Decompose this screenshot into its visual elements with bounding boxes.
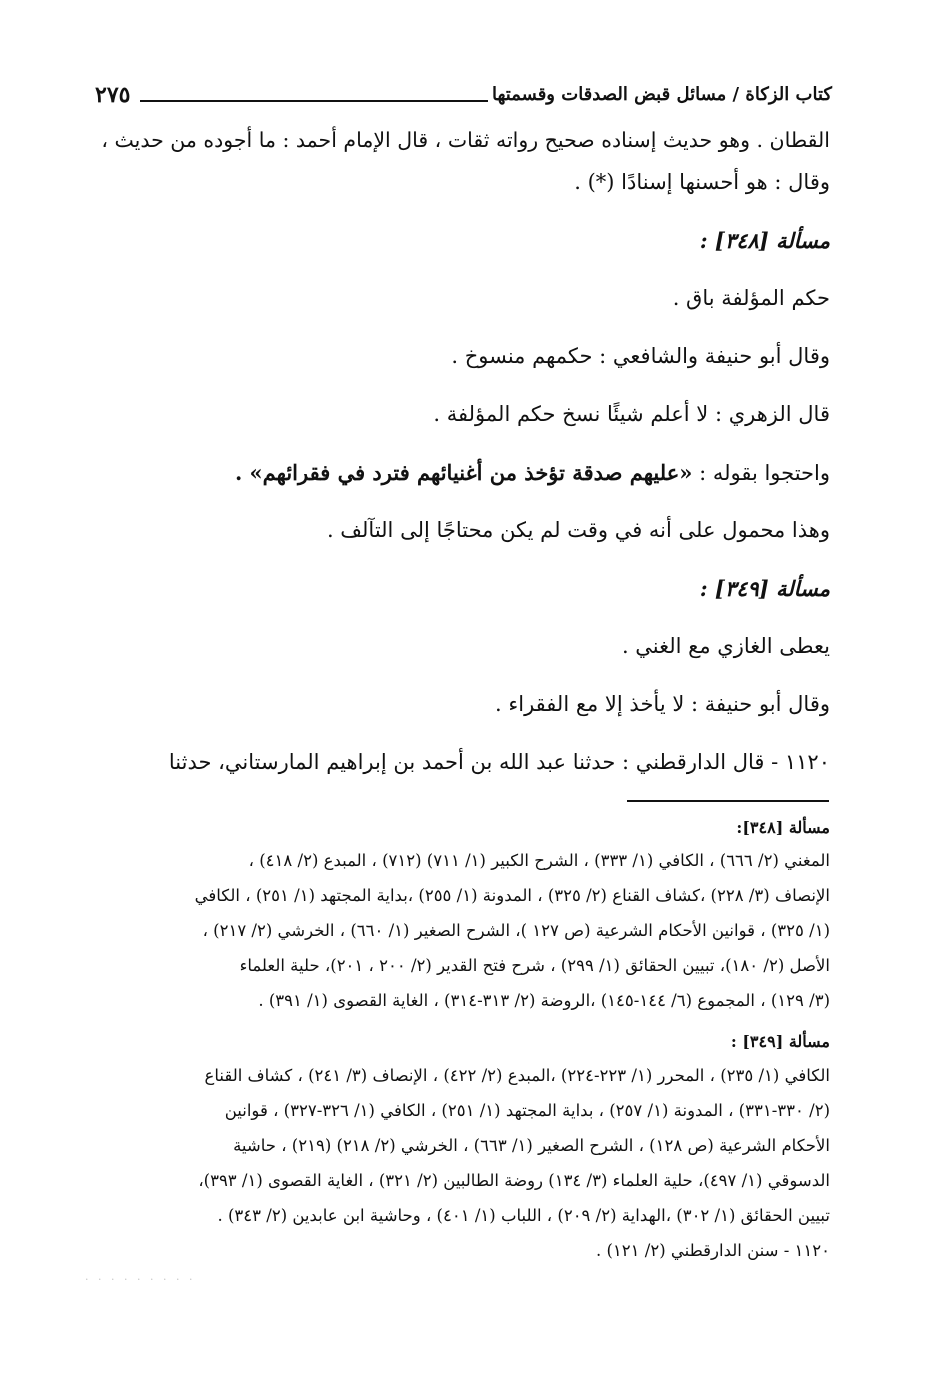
- page-number: ٢٧٥: [95, 82, 131, 108]
- issue-349-paragraph-1: يعطى الغازي مع الغني .: [621, 634, 830, 658]
- footnote-349-line-2: (٢/ ٣٣٠-٣٣١) ، المدونة (١/ ٢٥٧) ، بداية المجتهد (١/ ٢٥١) ، الكافي (١/ ٣٢٦-٣٢٧) ، قوانين: [224, 1101, 830, 1120]
- footnote-348-line-2: الإنصاف (٣/ ٢٢٨) ،كشاف القناع (٢/ ٣٢٥) ، المدونة (١/ ٢٥٥) ،بداية المجتهد (١/ ٢٥١) ، الكافي: [194, 886, 830, 905]
- issue-349-heading: مسألة [٣٤٩] :: [699, 576, 830, 601]
- footnote-348-line-5: (٣/ ١٢٩) ، المجموع (٦/ ١٤٤-١٤٥) ،الروضة (٢/ ٣١٣-٣١٤) ، الغاية القصوى (١/ ٣٩١) .: [258, 991, 830, 1010]
- footnote-separator: [627, 800, 829, 802]
- running-header-title: كتاب الزكاة / مسائل قبض الصدقات وقسمتها: [492, 84, 832, 105]
- footnote-348-line-1: المغني (٢/ ٦٦٦) ، الكافي (١/ ٣٣٣) ، الشرح الكبير (١/ ٧١١) (٧١٢) ، المبدع (٢/ ٤١٨) ،: [248, 851, 830, 870]
- issue-348-heading: مسألة [٣٤٨] :: [699, 228, 830, 253]
- footnote-349-line-3: الأحكام الشرعية (ص ١٢٨) ، الشرح الصغير (١/ ٦٦٣) ، الخرشي (٢/ ٢١٨) (٢١٩) ، حاشية: [233, 1136, 830, 1155]
- issue-348-paragraph-5: وهذا محمول على أنه في وقت لم يكن محتاجًا إلى التآلف .: [326, 518, 830, 542]
- scan-noise: · · · · · · · · ·: [85, 1273, 196, 1286]
- footnote-348-heading: مسألة [٣٤٨]:: [736, 818, 830, 837]
- issue-348-paragraph-4: [235, 460, 830, 485]
- footnote-1120: ١١٢٠ - سنن الدارقطني (٢/ ١٢١) .: [595, 1241, 830, 1260]
- footnote-349-line-4: الدسوقي (١/ ٤٩٧)، حلية العلماء (٣/ ١٣٤) روضة الطالبين (٢/ ٣٢١) ، الغاية القصوى (١/ ٣٩٣)،: [198, 1171, 830, 1190]
- issue-349-paragraph-2: وقال أبو حنيفة : لا يأخذ إلا مع الفقراء .: [495, 692, 830, 716]
- issue-348-paragraph-3: قال الزهري : لا أعلم شيئًا نسخ حكم المؤلفة .: [433, 402, 830, 426]
- footnote-349-heading: مسألة [٣٤٩] :: [730, 1032, 830, 1051]
- issue-348-paragraph-1: حكم المؤلفة باق .: [672, 286, 830, 310]
- footnote-348-line-3: (١/ ٣٢٥) ، قوانين الأحكام الشرعية (ص ١٢٧ )، الشرح الصغير (١/ ٦٦٠) ، الخرشي (٢/ ٢١٧) ،: [202, 921, 830, 940]
- hadith-1120-line: ١١٢٠ - قال الدارقطني : حدثنا عبد الله بن أحمد بن إبراهيم المارستاني، حدثنا: [168, 750, 830, 774]
- issue-348-paragraph-4-prefix: واحتجوا بقوله :: [699, 461, 830, 485]
- footnote-348-line-4: الأصل (٢/ ١٨٠)، تبيين الحقائق (١/ ٢٩٩) ، شرح فتح القدير (٢/ ٢٠٠ ، ٢٠١)، حلية العلماء: [239, 956, 830, 975]
- body-line-1: القطان . وهو حديث إسناده صحيح رواته ثقات ، قال الإمام أحمد : ما أجوده من حديث ،: [101, 128, 830, 152]
- body-line-2: وقال : هو أحسنها إسنادًا (*) .: [574, 170, 830, 194]
- footnote-349-line-5: تبيين الحقائق (١/ ٣٠٢) ،الهداية (٢/ ٢٠٩) ، اللباب (١/ ٤٠١) ، وحاشية ابن عابدين (٢/ ٣٤٣) .: [217, 1206, 830, 1225]
- header-rule: [140, 100, 488, 102]
- hadith-quote: «عليهم صدقة تؤخذ من أغنيائهم فترد في فقرائهم» .: [234, 460, 693, 485]
- issue-348-paragraph-2: وقال أبو حنيفة والشافعي : حكمهم منسوخ .: [451, 344, 830, 368]
- footnote-349-line-1: الكافي (١/ ٢٣٥) ، المحرر (١/ ٢٢٣-٢٢٤) ،المبدع (٢/ ٤٢٢) ، الإنصاف (٣/ ٢٤١) ، كشاف القناع: [204, 1066, 830, 1085]
